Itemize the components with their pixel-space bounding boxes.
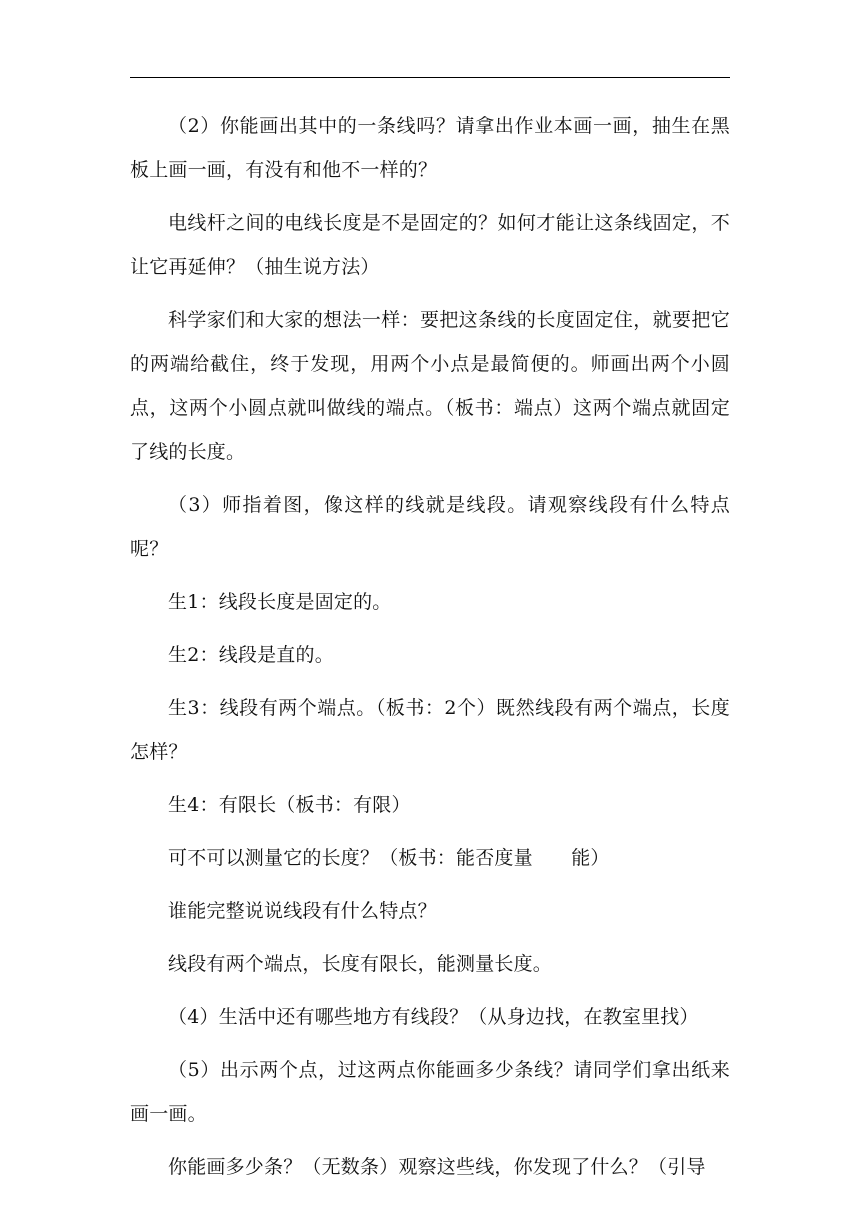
paragraph: （4）生活中还有哪些地方有线段？（从身边找，在教室里找） [168, 1006, 699, 1028]
paragraph: 你能画多少条？（无数条）观察这些线，你发现了什么？（引导 [168, 1156, 706, 1178]
paragraph: （3）师指着图，像这样的线就是线段。请观察线段有什么特点呢？ [130, 494, 730, 560]
paragraph: 可不可以测量它的长度？（板书：能否度量 能） [168, 847, 610, 869]
document-body [130, 104, 730, 1198]
paragraph: （2）你能画出其中的一条线吗？请拿出作业本画一画，抽生在黑板上画一画，有没有和他不一样的？ [130, 115, 730, 181]
paragraph: 科学家们和大家的想法一样：要把这条线的长度固定住，就要把它的两端给截住，终于发现，用两个小点是最简便的。师画出两个小圆点，这两个小圆点就叫做线的端点。（板书：端点）这两个端点就固定了线的长度。 [130, 309, 730, 463]
paragraph: 线段有两个端点，长度有限长，能测量长度。 [168, 953, 553, 975]
paragraph: 生4：有限长（板书：有限） [168, 794, 411, 816]
paragraph: 电线杆之间的电线长度是不是固定的？如何才能让这条线固定，不让它再延伸？（抽生说方法） [130, 212, 730, 278]
paragraph: 生3：线段有两个端点。（板书：2个）既然线段有两个端点，长度怎样？ [130, 697, 730, 763]
paragraph: 生1：线段长度是固定的。 [168, 591, 392, 613]
header-rule [130, 77, 730, 78]
paragraph: 生2：线段是直的。 [168, 644, 334, 666]
paragraph: 谁能完整说说线段有什么特点？ [168, 900, 437, 922]
paragraph: （5）出示两个点，过这两点你能画多少条线？请同学们拿出纸来画一画。 [130, 1059, 730, 1125]
